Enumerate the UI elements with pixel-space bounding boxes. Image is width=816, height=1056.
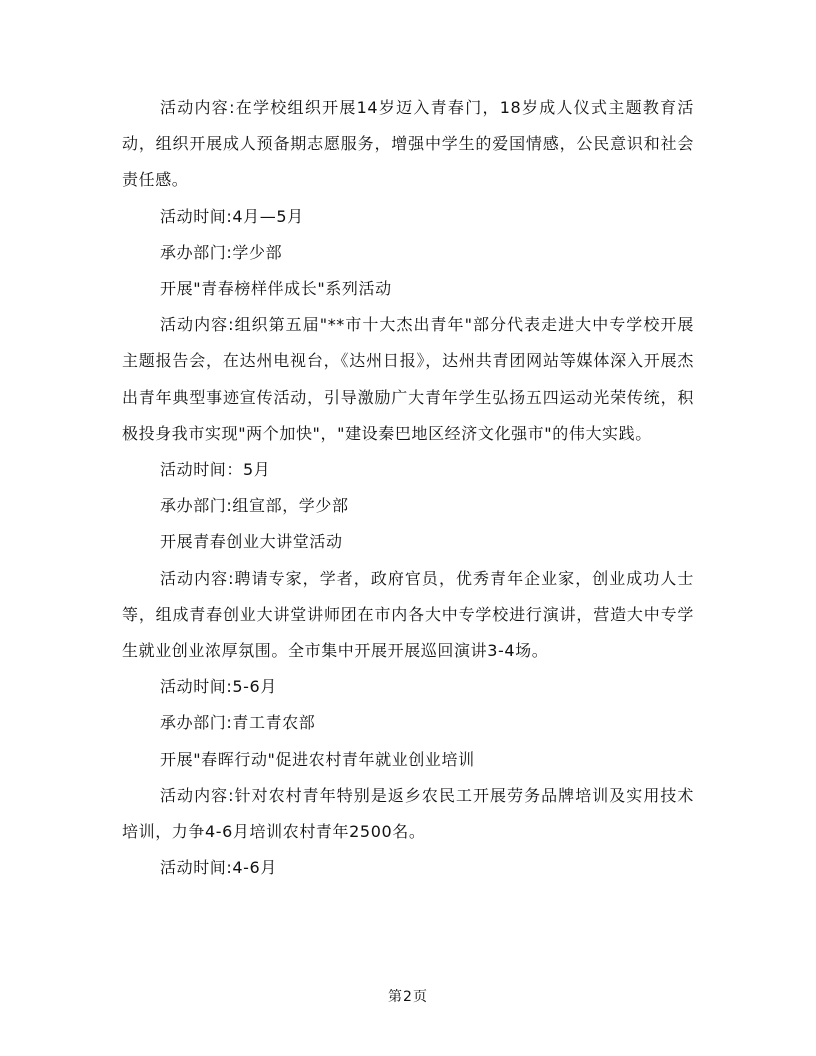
paragraph-department-3: 承办部门:青工青农部: [160, 713, 316, 733]
paragraph-activity-time-1: 活动时间:4月—5月: [160, 206, 304, 226]
paragraph-activity-time-4: 活动时间:4-6月: [160, 858, 277, 878]
paragraph-section-heading-3: 开展青春创业大讲堂活动: [160, 532, 343, 552]
document-body: [122, 90, 694, 886]
paragraph-activity-content-3: 活动内容:聘请专家，学者，政府官员，优秀青年企业家，创业成功人士等，组成青春创业大讲堂讲师团在市内各大中专学校进行演讲，营造大中专学生就业创业浓厚氛围。全市集中开展开展巡回演讲3-4场。: [122, 568, 694, 661]
paragraph-department-1: 承办部门:学少部: [160, 242, 283, 262]
paragraph-activity-content-1: 活动内容:在学校组织开展14岁迈入青春门，18岁成人仪式主题教育活动，组织开展成人预备期志愿服务，增强中学生的爱国情感，公民意识和社会责任感。: [122, 98, 694, 190]
paragraph-department-2: 承办部门:组宣部，学少部: [160, 496, 349, 516]
paragraph-section-heading-2: 开展"青春榜样伴成长"系列活动: [160, 279, 392, 299]
paragraph-section-heading-4: 开展"春晖行动"促进农村青年就业创业培训: [160, 749, 475, 769]
paragraph-activity-content-4: 活动内容:针对农村青年特别是返乡农民工开展劳务品牌培训及实用技术培训，力争4-6月培训农村青年2500名。: [122, 785, 694, 842]
page-number: 第2页: [388, 989, 428, 1005]
paragraph-activity-time-3: 活动时间:5-6月: [160, 677, 277, 697]
paragraph-activity-content-2: 活动内容:组织第五届"**市十大杰出青年"部分代表走进大中专学校开展主题报告会，在达州电视台，《达州日报》，达州共青团网站等媒体深入开展杰出青年典型事迹宣传活动，引导激励广大青年学生弘扬五四运动光荣传统，积极投身我市实现"两个加快"，"建设秦巴地区经济文化强市"的伟大实践。: [122, 315, 694, 443]
paragraph-activity-time-2: 活动时间：5月: [160, 460, 271, 480]
